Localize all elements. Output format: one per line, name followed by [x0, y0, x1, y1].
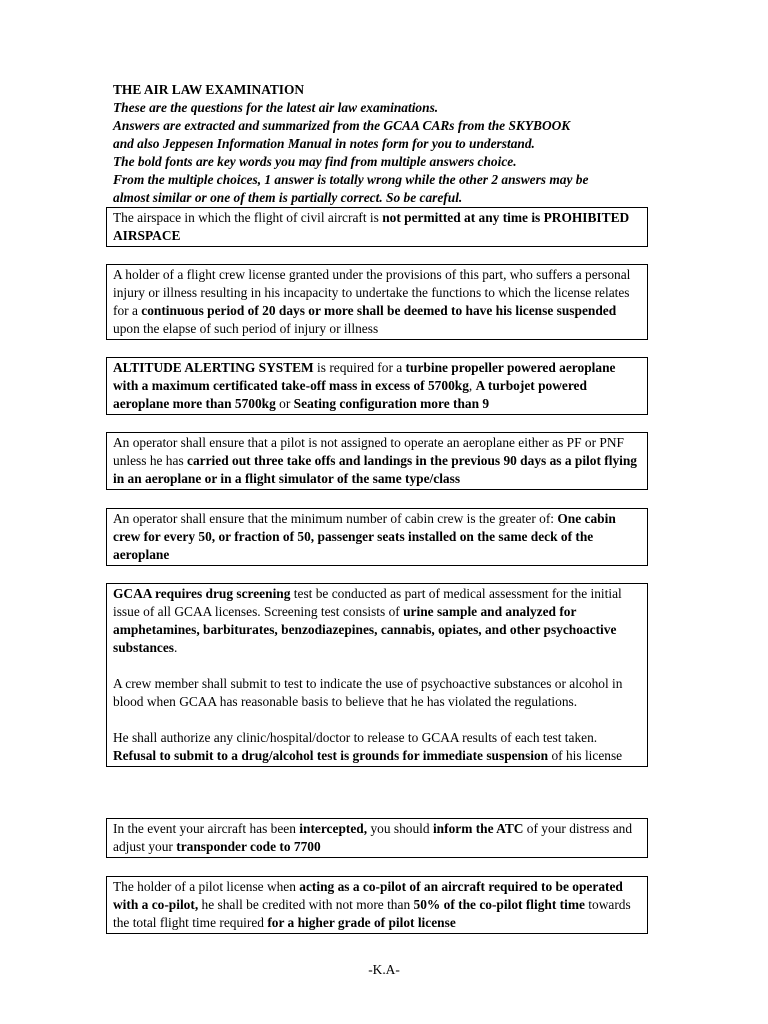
text-run: you should [367, 821, 433, 836]
text-run: towards the total flight time required [113, 897, 631, 930]
box-paragraph [113, 820, 641, 856]
intro-line: almost similar or one of them is partially correct. So be careful. [113, 190, 463, 205]
bold-keyword: Seating configuration more than 9 [293, 396, 490, 411]
bold-keyword: for a higher grade of pilot license [267, 915, 456, 930]
text-run: is required for a [313, 360, 406, 375]
note-box-interception [106, 818, 648, 858]
bold-keyword: urine sample and analyzed for amphetamines, barbiturates, benzodiazepines, cannabis, opiates, and other psychoactive substances [113, 604, 617, 655]
note-box-drug-screening [106, 583, 648, 767]
intro-line: and also Jeppesen Information Manual in notes form for you to understand. [113, 136, 535, 151]
intro-line: From the multiple choices, 1 answer is totally wrong while the other 2 answers may be [113, 172, 589, 187]
intro-line: Answers are extracted and summarized from the GCAA CARs from the SKYBOOK [113, 118, 571, 133]
bold-keyword: A turbojet powered aeroplane more than 5700kg [113, 378, 587, 411]
bold-keyword: continuous period of 20 days or more shall be deemed to have his license suspended [141, 303, 617, 318]
bold-keyword: transponder code to 7700 [176, 839, 321, 854]
text-run: test be conducted as part of medical assessment for the initial issue of all GCAA licenses. Screening test consists of [113, 586, 622, 619]
bold-keyword: acting as a co-pilot of an aircraft required to be operated with a co-pilot, [113, 879, 623, 912]
page-footer: -K.A- [368, 962, 400, 977]
text-run: . [174, 640, 178, 655]
box-paragraph [113, 359, 641, 413]
page-title: THE AIR LAW EXAMINATION [113, 82, 305, 97]
bold-keyword: intercepted, [299, 821, 368, 836]
box-paragraph [113, 878, 641, 932]
text-run: upon the elapse of such period of injury or illness [113, 321, 379, 336]
text-run: A crew member shall submit to test to indicate the use of psychoactive substances or alcohol in blood when GCAA has reasonable basis to believe that he has violated the regulations. [113, 676, 623, 709]
text-run: A holder of a flight crew license granted under the provisions of this part, who suffers a personal injury or illness resulting in his incapacity to undertake the functions to which the license relates for a [113, 267, 631, 318]
note-box-license-suspension [106, 264, 648, 340]
text-run: An operator shall ensure that the minimum number of cabin crew is the greater of: [113, 511, 558, 526]
note-box-co-pilot-credit [106, 876, 648, 934]
bold-keyword: carried out three take offs and landings in the previous 90 days as a pilot flying in an aeroplane or in a flight simulator of the same type/class [113, 453, 638, 486]
note-box-prohibited-airspace [106, 207, 648, 247]
bold-keyword: Refusal to submit to a drug/alcohol test is grounds for immediate suspension [113, 748, 549, 763]
text-run: of your distress and adjust your [113, 821, 633, 854]
text-run: of his license [548, 748, 623, 763]
bold-keyword: not permitted at any time is PROHIBITED AIRSPACE [113, 210, 630, 243]
text-run: The holder of a pilot license when [113, 879, 300, 894]
box-paragraph [113, 675, 641, 711]
box-paragraph [113, 209, 641, 245]
box-paragraph [113, 510, 641, 564]
bold-keyword: turbine propeller powered aeroplane with a maximum certificated take-off mass in excess of 5700kg [113, 360, 616, 393]
box-paragraph [113, 729, 641, 765]
text-run: or [275, 396, 294, 411]
text-run: , [468, 378, 476, 393]
bold-keyword: 50% of the co-pilot flight time [413, 897, 585, 912]
document-header [113, 81, 673, 207]
box-paragraph [113, 434, 641, 488]
bold-keyword: ALTITUDE ALERTING SYSTEM [113, 360, 314, 375]
intro-line: These are the questions for the latest air law examinations. [113, 100, 439, 115]
text-run: In the event your aircraft has been [113, 821, 300, 836]
intro-line: The bold fonts are key words you may find from multiple answers choice. [113, 154, 517, 169]
bold-keyword: One cabin crew for every 50, or fraction of 50, passenger seats installed on the same deck of the aeroplane [113, 511, 616, 562]
note-box-altitude-alerting [106, 357, 648, 415]
text-run: The airspace in which the flight of civil aircraft is [113, 210, 383, 225]
text-run: he shall be credited with not more than [198, 897, 414, 912]
text-run: An operator shall ensure that a pilot is not assigned to operate an aeroplane either as PF or PNF unless he has [113, 435, 624, 468]
box-paragraph [113, 266, 641, 338]
bold-keyword: inform the ATC [432, 821, 524, 836]
note-box-cabin-crew [106, 508, 648, 566]
text-run: He shall authorize any clinic/hospital/doctor to release to GCAA results of each test taken. [113, 730, 598, 745]
box-paragraph [113, 585, 641, 657]
bold-keyword: GCAA requires drug screening [113, 586, 291, 601]
note-box-recency [106, 432, 648, 490]
